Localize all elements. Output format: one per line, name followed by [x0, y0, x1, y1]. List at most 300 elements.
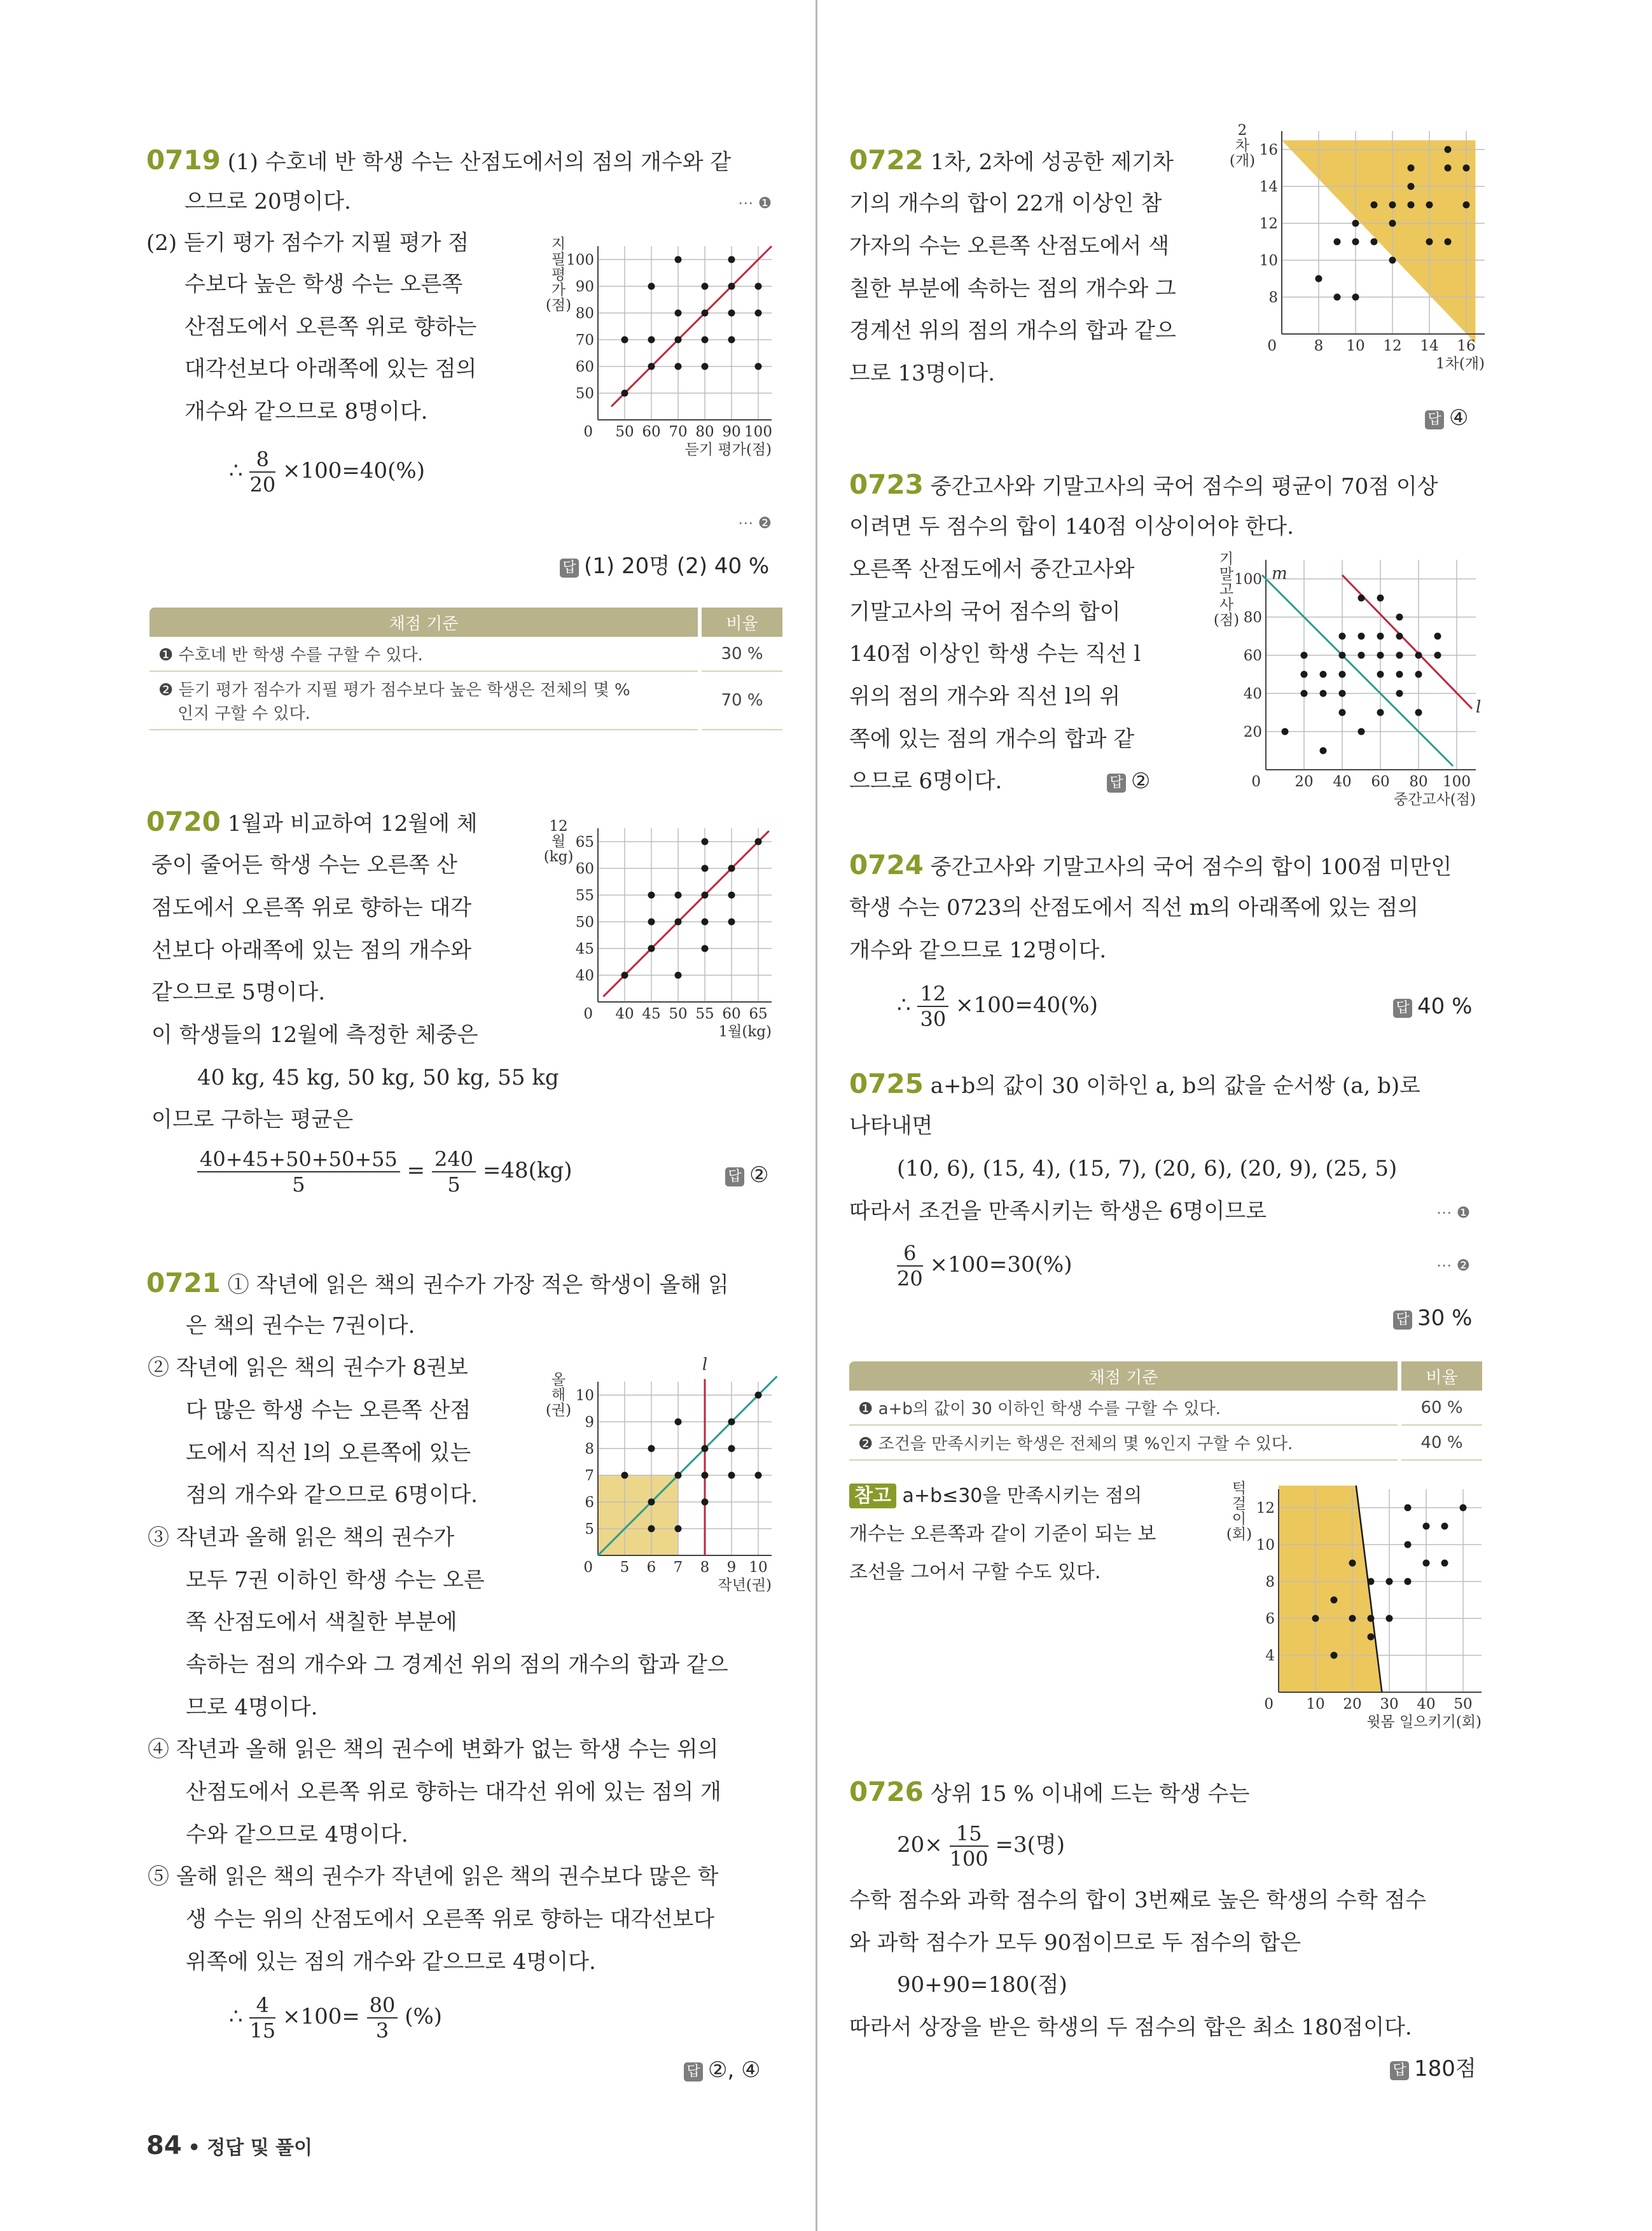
data-point	[648, 892, 655, 899]
data-point	[1377, 595, 1384, 602]
origin-label: 0	[583, 424, 593, 440]
line-l-label: l	[702, 1355, 708, 1375]
data-point	[1386, 1578, 1393, 1585]
data-point	[1352, 239, 1359, 246]
data-point	[1426, 202, 1433, 209]
data-point	[621, 337, 628, 344]
text-line: 산점도에서 오른쪽 위로 향하는	[184, 314, 477, 340]
text-line: ① 작년에 읽은 책의 권수가 가장 적은 학생이 올해 읽	[227, 1272, 729, 1298]
text-line: (1) 수호네 반 학생 수는 산점도에서의 점의 개수와 같	[227, 149, 732, 175]
text-line: 이 학생들의 12월에 측정한 체중은	[151, 1022, 478, 1048]
data-point	[702, 1445, 709, 1452]
x-tick-label: 5	[620, 1559, 630, 1576]
data-point	[1423, 1560, 1430, 1567]
data-point	[728, 865, 735, 872]
text-line: 점의 개수와 같으므로 6명이다.	[186, 1482, 478, 1508]
origin-label: 0	[1267, 338, 1277, 354]
y-axis-label: 턱	[1232, 1480, 1247, 1497]
criterion-marker: ⋯ ❶	[738, 194, 772, 212]
text-line: 모두 7권 이하인 학생 수는 오른	[186, 1567, 485, 1593]
data-point	[1368, 1615, 1375, 1622]
data-point	[1352, 220, 1359, 227]
text-line: 으므로 20명이다.	[184, 189, 351, 214]
y-tick-label: 7	[585, 1468, 594, 1484]
text-line: 생 수는 위의 산점도에서 오른쪽 위로 향하는 대각선보다	[186, 1907, 715, 1932]
x-tick-label: 6	[646, 1559, 656, 1576]
data-point	[648, 337, 655, 344]
text-line: ④ 작년과 올해 읽은 책의 권수에 변화가 없는 학생 수는 위의	[148, 1737, 719, 1762]
data-point	[675, 1472, 682, 1479]
data-point	[648, 1499, 655, 1506]
origin-label: 0	[583, 1006, 593, 1022]
data-point	[675, 310, 682, 317]
text-line: 중이 줄어든 학생 수는 오른쪽 산	[151, 852, 458, 878]
diagonal-line	[603, 831, 768, 996]
y-axis-label: 걸	[1232, 1495, 1247, 1512]
text-line: 기말고사의 국어 점수의 합이	[849, 599, 1121, 625]
data-point	[1460, 1505, 1467, 1512]
data-point	[1463, 202, 1470, 209]
data-point	[755, 363, 762, 370]
column-divider	[816, 0, 817, 2231]
data-point	[1408, 165, 1415, 172]
criteria-cell: ❷ 조건을 만족시키는 학생은 전체의 몇 %인지 구할 수 있다.	[849, 1425, 1399, 1460]
y-axis-label: 해	[551, 1387, 566, 1404]
answer-icon: 답	[1107, 774, 1126, 793]
problem-number: 0720	[146, 806, 221, 837]
data-point	[755, 310, 762, 317]
shaded-region	[1279, 1485, 1382, 1692]
x-axis-label: 윗몸 일으키기(회)	[1366, 1714, 1482, 1730]
y-tick-label: 16	[1259, 142, 1278, 158]
y-axis-label: 월	[551, 833, 566, 851]
x-tick-label: 12	[1383, 338, 1402, 354]
text-line: 은 책의 권수는 7권이다.	[186, 1313, 415, 1338]
calc-line: 20× $\frac{15}{100}$ =3(명)	[897, 1821, 1065, 1871]
data-point	[1339, 671, 1346, 678]
y-axis-label: 고	[1219, 581, 1234, 598]
problem-number: 0724	[849, 849, 924, 880]
text-line: 칠한 부분에 속하는 점의 개수와 그	[849, 276, 1176, 302]
x-tick-label: 70	[669, 424, 688, 440]
x-tick-label: 100	[1443, 774, 1471, 790]
data-point	[1339, 709, 1346, 716]
data-point	[621, 1472, 628, 1479]
data-point	[648, 363, 655, 370]
data-point	[1349, 1560, 1356, 1567]
data-point	[1377, 709, 1384, 716]
data-point	[702, 919, 709, 926]
data-point	[702, 945, 709, 952]
x-tick-label: 40	[1417, 1696, 1436, 1713]
answer-icon: 답	[1425, 410, 1444, 429]
page-number: 84	[146, 2131, 182, 2160]
x-axis-label: 1차(개)	[1435, 356, 1485, 372]
data-point	[1396, 671, 1403, 678]
ratio-cell: 30 %	[700, 637, 782, 671]
answer: 답 40 %	[1393, 992, 1472, 1020]
text-line: 므로 13명이다.	[849, 361, 996, 386]
fraction: $\frac{8}{20}$	[249, 447, 276, 497]
text-line: 경계선 위의 점의 개수의 합과 같으	[849, 318, 1176, 344]
x-tick-label: 10	[749, 1559, 768, 1576]
data-point	[1396, 614, 1403, 621]
data-point	[728, 310, 735, 317]
answer-icon: 답	[560, 559, 579, 578]
data-point	[1377, 671, 1384, 678]
text-line: 이므로 구하는 평균은	[151, 1107, 354, 1132]
y-tick-label: 60	[575, 359, 594, 375]
line-l-label: l	[1476, 698, 1482, 717]
criterion-marker: ⋯ ❷	[738, 514, 772, 532]
text-line: 위쪽에 있는 점의 개수와 같으므로 4명이다.	[186, 1949, 596, 1975]
fraction: $\frac{40+45+50+50+55}{5}$	[197, 1147, 400, 1197]
text-line: 수와 같으므로 4명이다.	[186, 1822, 408, 1847]
data-point	[1320, 690, 1327, 697]
x-tick-label: 90	[722, 424, 741, 440]
data-point	[1339, 690, 1346, 697]
x-tick-label: 60	[1371, 774, 1390, 790]
y-tick-label: 12	[1259, 216, 1278, 232]
data-point	[1368, 1578, 1375, 1585]
data-point	[728, 337, 735, 344]
x-tick-label: 100	[744, 424, 772, 440]
calc-line: ∴ $\frac{8}{20}$ ×100=40(%)	[229, 447, 425, 497]
text-line: 다 많은 학생 수는 오른쪽 산점	[186, 1398, 471, 1423]
data-point	[1434, 652, 1441, 659]
data-point	[1441, 1523, 1448, 1530]
criteria-cell: ❷ 듣기 평가 점수가 지필 평가 점수보다 높은 학생은 전체의 몇 % 인지 구할 수 있다.	[149, 671, 700, 730]
answer: 답 180점	[1390, 2055, 1476, 2083]
text-line: 므로 4명이다.	[186, 1695, 318, 1720]
y-tick-label: 10	[1259, 253, 1278, 269]
y-tick-label: 14	[1259, 179, 1278, 195]
y-axis-label: 차	[1235, 137, 1250, 154]
answer: 답 ②, ④	[684, 2056, 761, 2084]
data-point	[1334, 294, 1341, 301]
x-axis-label: 작년(권)	[718, 1577, 772, 1594]
y-axis-label: 2	[1237, 122, 1247, 139]
data-point	[1301, 690, 1308, 697]
data-point	[1377, 652, 1384, 659]
data-point	[1358, 633, 1365, 640]
ratio-cell: 40 %	[1399, 1425, 1482, 1460]
y-axis-label: 말	[1219, 566, 1234, 583]
x-tick-label: 60	[722, 1006, 741, 1022]
data-point	[1445, 165, 1452, 172]
text-line: 수학 점수와 과학 점수의 합이 3번째로 높은 학생의 수학 점수	[849, 1887, 1427, 1913]
y-tick-label: 9	[585, 1414, 594, 1431]
data-point	[1331, 1597, 1338, 1604]
fraction: $\frac{15}{100}$	[949, 1821, 989, 1871]
text-line: 속하는 점의 개수와 그 경계선 위의 점의 개수의 합과 같으	[186, 1652, 728, 1678]
y-tick-label: 5	[585, 1521, 594, 1538]
scatter-0725	[1209, 1479, 1485, 1740]
calc-line: ∴ $\frac{12}{30}$ ×100=40(%)	[897, 982, 1098, 1031]
data-point	[1358, 652, 1365, 659]
y-tick-label: 50	[575, 386, 594, 402]
fraction: $\frac{6}{20}$	[897, 1241, 923, 1291]
text-line: (10, 6), (15, 4), (15, 7), (20, 6), (20, 9), (25, 5)	[897, 1156, 1398, 1181]
data-point	[1445, 239, 1452, 246]
x-tick-label: 8	[1314, 338, 1324, 354]
x-tick-label: 45	[642, 1006, 661, 1022]
y-tick-label: 80	[575, 305, 594, 322]
problem-number: 0722	[849, 144, 924, 176]
scatter-0721	[528, 1349, 795, 1616]
fraction: $\frac{80}{3}$	[367, 1993, 398, 2043]
text-line: 상위 15 % 이내에 드는 학생 수는	[930, 1781, 1250, 1807]
y-tick-label: 60	[1243, 648, 1262, 664]
text-line: 이려면 두 점수의 합이 140점 이상이어야 한다.	[849, 514, 1294, 539]
data-point	[1396, 690, 1403, 697]
text-line: 수보다 높은 학생 수는 오른쪽	[184, 272, 463, 297]
y-axis-label: 평	[551, 267, 566, 284]
x-tick-label: 50	[1454, 1696, 1473, 1713]
y-tick-label: 6	[585, 1494, 594, 1511]
y-tick-label: 6	[1265, 1611, 1275, 1627]
x-axis-label: 1월(kg)	[718, 1024, 772, 1040]
ratio-header: 비율	[1399, 1361, 1482, 1391]
origin-label: 0	[583, 1559, 593, 1576]
text-line: 도에서 직선 l의 오른쪽에 있는	[186, 1440, 471, 1466]
line-m-label: m	[1272, 564, 1288, 583]
data-point	[1315, 275, 1322, 282]
text-line: 위의 점의 개수와 직선 l의 위	[849, 684, 1121, 709]
text-line: 점도에서 오른쪽 위로 향하는 대각	[151, 895, 472, 921]
criteria-cell: ❶ 수호네 반 학생 수를 구할 수 있다.	[149, 637, 700, 671]
origin-label: 0	[1264, 1696, 1274, 1713]
x-tick-label: 9	[726, 1559, 737, 1576]
data-point	[1396, 652, 1403, 659]
x-tick-label: 14	[1420, 338, 1439, 354]
data-point	[1301, 652, 1308, 659]
y-tick-label: 4	[1265, 1648, 1275, 1664]
data-point	[648, 919, 655, 926]
data-point	[1389, 202, 1396, 209]
note-line: 조선을 그어서 구할 수도 있다.	[849, 1561, 1101, 1583]
x-tick-label: 40	[1333, 774, 1352, 790]
data-point	[1405, 1541, 1412, 1548]
calc-line: $\frac{40+45+50+50+55}{5}$ = $\frac{240}{5}$ =48(kg)	[197, 1145, 573, 1197]
y-tick-label: 10	[575, 1387, 594, 1404]
fraction: $\frac{4}{15}$	[249, 1993, 276, 2043]
data-point	[1358, 595, 1365, 602]
data-point	[1349, 1615, 1356, 1622]
page-footer: 84 • 정답 및 풀이	[146, 2131, 313, 2160]
scatter-0723	[1196, 553, 1485, 814]
criterion-marker: ⋯ ❶	[1436, 1204, 1471, 1221]
data-point	[1415, 709, 1422, 716]
data-point	[728, 1472, 735, 1479]
y-axis-label: (권)	[545, 1402, 572, 1419]
data-point	[702, 838, 709, 845]
text-line: 나타내면	[849, 1113, 933, 1139]
data-point	[621, 390, 628, 397]
scatter-0722	[1229, 122, 1485, 385]
x-tick-label: 10	[1306, 1696, 1325, 1713]
text-line: 따라서 상장을 받은 학생의 두 점수의 합은 최소 180점이다.	[849, 2015, 1412, 2040]
y-axis-label: 기	[1219, 551, 1234, 567]
answer: 답 30 %	[1393, 1304, 1472, 1332]
data-point	[1320, 747, 1327, 754]
data-point	[1415, 652, 1422, 659]
data-point	[728, 919, 735, 926]
y-tick-label: 40	[1243, 686, 1262, 702]
text-line: 90+90=180(점)	[897, 1972, 1067, 1998]
data-point	[702, 337, 709, 344]
text-line: 중간고사와 기말고사의 국어 점수의 합이 100점 미만인	[930, 854, 1452, 880]
data-point	[1423, 1523, 1430, 1530]
data-point	[1312, 1615, 1319, 1622]
problem-number: 0719	[146, 144, 221, 176]
note-line: 개수는 오른쪽과 같이 기준이 되는 보	[849, 1523, 1156, 1545]
data-point	[1320, 671, 1327, 678]
data-point	[1396, 633, 1403, 640]
data-point	[648, 1445, 655, 1452]
data-point	[702, 865, 709, 872]
data-point	[755, 838, 762, 845]
y-axis-label: (kg)	[543, 849, 574, 866]
text-line: 학생 수는 0723의 산점도에서 직선 m의 아래쪽에 있는 점의	[849, 895, 1419, 921]
data-point	[1389, 257, 1396, 264]
y-tick-label: 8	[1265, 1574, 1275, 1590]
data-point	[702, 1472, 709, 1479]
y-axis-label: 12	[549, 818, 568, 835]
data-point	[1389, 220, 1396, 227]
ratio-header: 비율	[700, 608, 782, 637]
data-point	[648, 1526, 655, 1533]
data-point	[755, 1392, 762, 1399]
diagonal-line	[611, 246, 772, 407]
fraction: $\frac{240}{5}$	[432, 1147, 476, 1197]
x-tick-label: 65	[749, 1006, 768, 1022]
y-axis-label: 이	[1232, 1510, 1247, 1527]
x-tick-label: 30	[1380, 1696, 1399, 1713]
y-axis-label: 지	[551, 236, 566, 253]
data-point	[1331, 1652, 1338, 1659]
x-tick-label: 10	[1346, 338, 1365, 354]
criteria-cell: ❶ a+b의 값이 30 이하인 학생 수를 구할 수 있다.	[849, 1391, 1399, 1425]
text-line: 쪽에 있는 점의 개수의 합과 같	[849, 726, 1135, 752]
x-tick-label: 50	[669, 1006, 688, 1022]
text-line: ② 작년에 읽은 책의 권수가 8권보	[148, 1355, 468, 1380]
data-point	[675, 1526, 682, 1533]
problem-number: 0726	[849, 1776, 924, 1807]
y-tick-label: 65	[575, 834, 594, 851]
data-point	[1358, 728, 1365, 735]
problem-number: 0725	[849, 1068, 924, 1099]
data-point	[728, 1445, 735, 1452]
note-line: 참고 a+b≤30을 만족시키는 점의	[849, 1482, 1142, 1510]
text-line: 따라서 조건을 만족시키는 학생은 6명이므로	[849, 1199, 1267, 1224]
data-point	[702, 310, 709, 317]
y-tick-label: 90	[575, 279, 594, 295]
y-axis-label: (회)	[1226, 1526, 1253, 1543]
text-line: (2) 듣기 평가 점수가 지필 평가 점	[146, 230, 469, 256]
y-tick-label: 100	[1234, 571, 1262, 588]
y-axis-label: (점)	[545, 297, 572, 314]
data-point	[675, 919, 682, 926]
y-tick-label: 12	[1256, 1500, 1275, 1517]
text-line: 으므로 6명이다.	[849, 768, 1003, 794]
x-tick-label: 80	[695, 424, 714, 440]
answer-icon: 답	[684, 2062, 703, 2082]
data-point	[1352, 294, 1359, 301]
data-point	[1368, 1634, 1375, 1641]
y-axis-label: 올	[551, 1372, 566, 1389]
x-tick-label: 40	[615, 1006, 634, 1022]
data-point	[1334, 239, 1341, 246]
data-point	[1386, 1615, 1393, 1622]
data-point	[675, 337, 682, 344]
data-point	[702, 363, 709, 370]
x-tick-label: 7	[673, 1559, 683, 1576]
criteria-header: 채점 기준	[149, 608, 700, 637]
data-point	[1434, 633, 1441, 640]
text-line: 산점도에서 오른쪽 위로 향하는 대각선 위에 있는 점의 개	[186, 1779, 721, 1805]
data-point	[1282, 728, 1289, 735]
y-axis-label: 사	[1219, 597, 1234, 613]
data-point	[675, 363, 682, 370]
data-point	[728, 283, 735, 290]
text-line: 1차, 2차에 성공한 제기차	[930, 149, 1174, 175]
y-tick-label: 8	[1268, 289, 1278, 306]
y-tick-label: 80	[1243, 609, 1262, 626]
y-tick-label: 8	[585, 1441, 594, 1457]
y-tick-label: 10	[1256, 1537, 1275, 1553]
origin-label: 0	[1251, 774, 1261, 790]
data-point	[675, 1419, 682, 1426]
data-point	[1415, 671, 1422, 678]
answer-icon: 답	[1393, 999, 1412, 1018]
scatter-0720	[528, 805, 795, 1046]
y-tick-label: 45	[575, 941, 594, 957]
data-point	[1405, 1578, 1412, 1585]
data-point	[675, 972, 682, 979]
criterion-marker: ⋯ ❷	[1436, 1256, 1471, 1274]
answer: 답 (1) 20명 (2) 40 %	[560, 552, 769, 580]
data-point	[648, 945, 655, 952]
scatter-0719	[528, 229, 795, 464]
data-point	[1463, 165, 1470, 172]
data-point	[1408, 202, 1415, 209]
text-line: 오른쪽 산점도에서 중간고사와	[849, 557, 1135, 582]
data-point	[1445, 146, 1452, 153]
text-line: 가자의 수는 오른쪽 산점도에서 색	[849, 233, 1170, 259]
y-tick-label: 60	[575, 861, 594, 877]
data-point	[702, 283, 709, 290]
data-point	[1371, 239, 1378, 246]
data-point	[1339, 633, 1346, 640]
text-line: 개수와 같으므로 12명이다.	[849, 938, 1107, 963]
y-tick-label: 55	[575, 887, 594, 904]
note-tag: 참고	[849, 1484, 896, 1508]
calc-line: ∴ $\frac{4}{15}$ ×100= $\frac{80}{3}$ (%)	[229, 1993, 443, 2043]
x-tick-label: 60	[642, 424, 661, 440]
answer-icon: 답	[1393, 1310, 1412, 1330]
text-line: 140점 이상인 학생 수는 직선 l	[849, 641, 1141, 667]
ratio-cell: 70 %	[700, 671, 782, 730]
criteria-header: 채점 기준	[849, 1361, 1399, 1391]
y-tick-label: 70	[575, 332, 594, 349]
y-axis-label: (점)	[1213, 612, 1240, 629]
x-axis-label: 듣기 평가(점)	[684, 441, 772, 458]
problem-number: 0721	[146, 1267, 221, 1298]
text-line: 중간고사와 기말고사의 국어 점수의 평균이 70점 이상	[930, 474, 1438, 499]
ratio-cell: 60 %	[1399, 1391, 1482, 1425]
data-point	[1441, 1560, 1448, 1567]
